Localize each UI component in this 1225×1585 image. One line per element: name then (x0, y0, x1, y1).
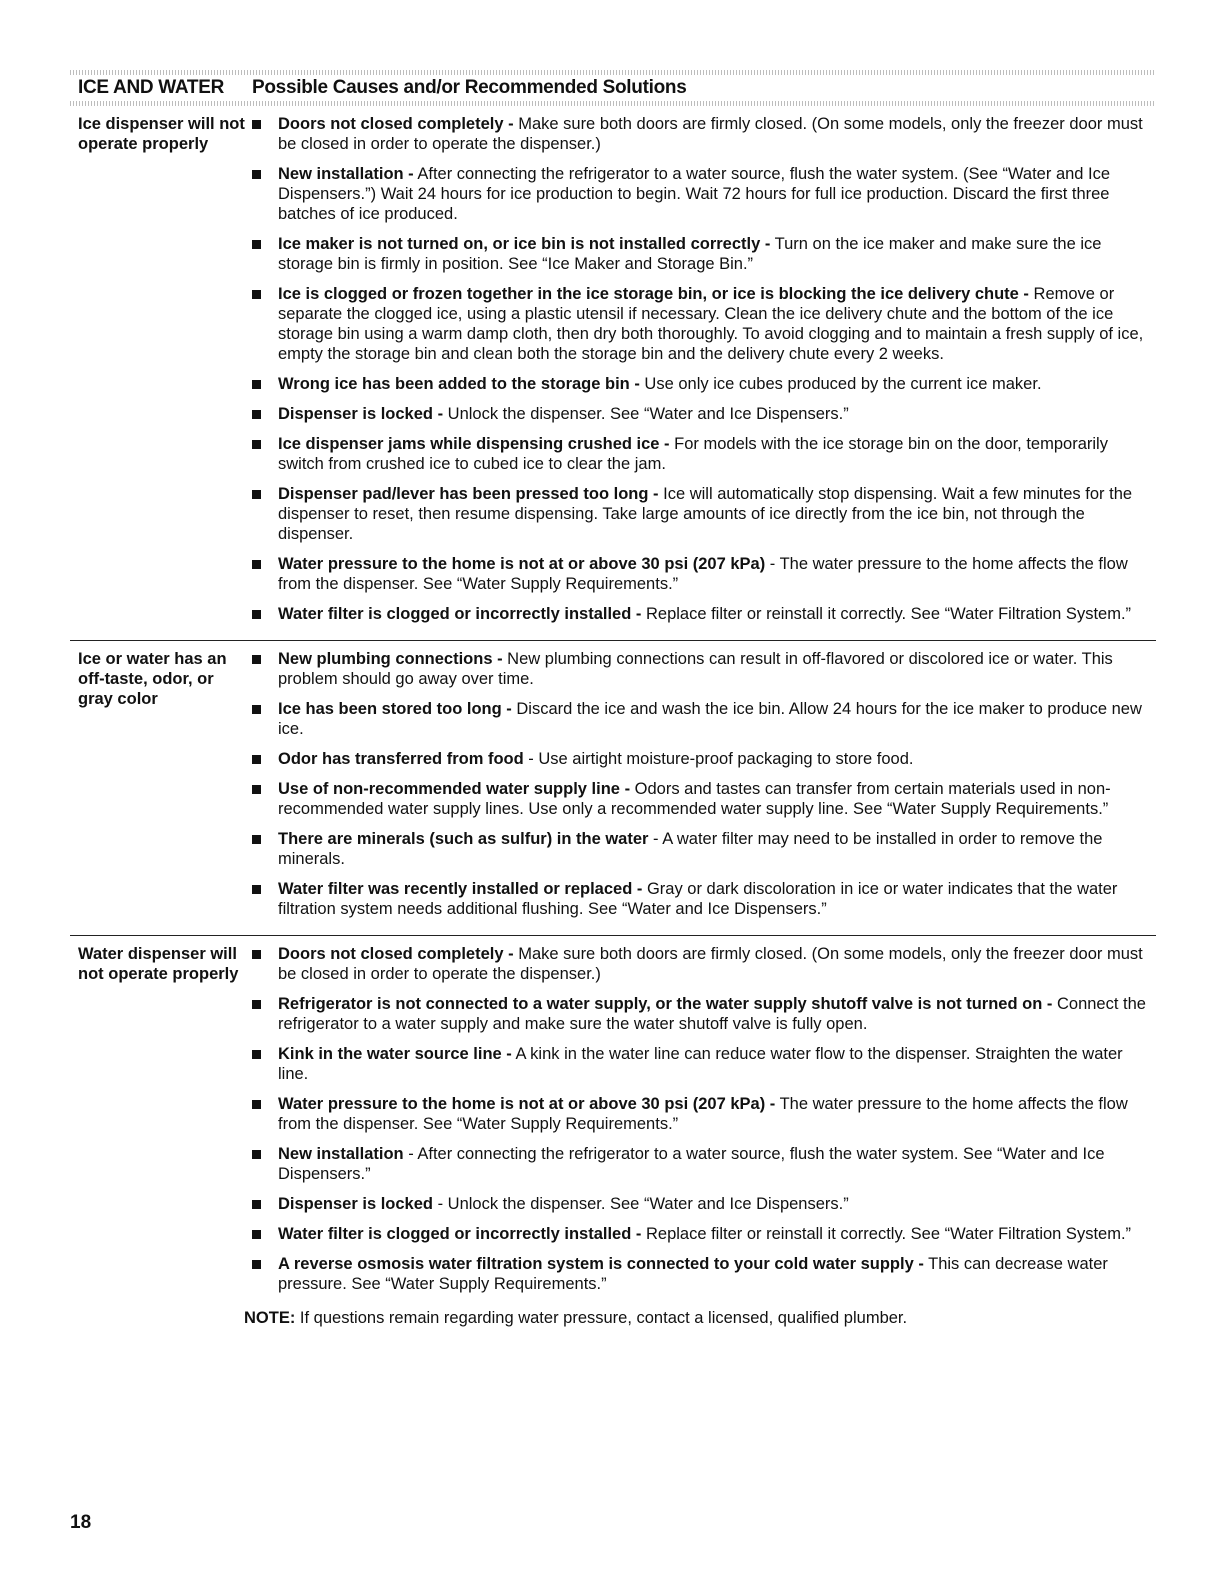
cause-item (246, 749, 1156, 769)
cause-text (278, 944, 1156, 984)
cause-item (246, 554, 1156, 594)
cause-item (246, 879, 1156, 919)
cause-solution: Replace filter or reinstall it correctly. See “Water Filtration System.” (641, 1225, 1132, 1243)
cause-item (246, 164, 1156, 224)
square-bullet-icon (246, 879, 278, 919)
problem-section (70, 936, 1156, 1310)
cause-solution: Gray or dark discoloration in ice or water indicates that the water filtration system needs additional flushing. See “Water and Ice Dispensers.” (278, 880, 1118, 918)
cause-title: Doors not closed completely - (278, 945, 514, 963)
cause-item (246, 1044, 1156, 1084)
cause-text (278, 829, 1156, 869)
cause-item (246, 1094, 1156, 1134)
square-bullet-icon (246, 944, 278, 984)
cause-text (278, 1144, 1156, 1184)
cause-item (246, 1224, 1156, 1244)
cause-text (278, 404, 1156, 424)
causes-list (246, 944, 1156, 1304)
note-label: NOTE: (244, 1309, 296, 1327)
note (244, 1308, 1156, 1328)
problem-label: Water dispenser will not operate properly (78, 945, 239, 983)
cause-title: Refrigerator is not connected to a water supply, or the water supply shutoff valve is not turned on - (278, 995, 1053, 1013)
cause-title: Ice is clogged or frozen together in the ice storage bin, or ice is blocking the ice delivery chute - (278, 285, 1029, 303)
note-text: If questions remain regarding water pressure, contact a licensed, qualified plumber. (295, 1309, 908, 1327)
cause-item (246, 944, 1156, 984)
square-bullet-icon (246, 1144, 278, 1184)
header-problem: ICE AND WATER (78, 77, 224, 98)
cause-text (278, 434, 1156, 474)
troubleshooting-page (70, 70, 1156, 1328)
cause-text (278, 284, 1156, 364)
square-bullet-icon (246, 604, 278, 624)
cause-text (278, 1224, 1156, 1244)
cause-item (246, 234, 1156, 274)
table-header (70, 70, 1156, 106)
problem-label: Ice dispenser will not operate properly (78, 115, 245, 153)
cause-title: Kink in the water source line - (278, 1045, 512, 1063)
cause-solution: A kink in the water line can reduce water flow to the dispenser. Straighten the water line. (278, 1045, 1123, 1083)
cause-title: Use of non-recommended water supply line - (278, 780, 631, 798)
cause-title: Water pressure to the home is not at or above 30 psi (207 kPa) (278, 555, 766, 573)
causes-list (246, 649, 1156, 929)
cause-item (246, 699, 1156, 739)
square-bullet-icon (246, 779, 278, 819)
cause-solution: Turn on the ice maker and make sure the ice storage bin is firmly in position. See “Ice Maker and Storage Bin.” (278, 235, 1102, 273)
cause-text (278, 1044, 1156, 1084)
cause-title: There are minerals (such as sulfur) in the water (278, 830, 649, 848)
square-bullet-icon (246, 1194, 278, 1214)
cause-title: A reverse osmosis water filtration system is connected to your cold water supply - (278, 1255, 924, 1273)
problem-label: Ice or water has an off-taste, odor, or gray color (78, 650, 227, 708)
cause-item (246, 404, 1156, 424)
cause-solution: After connecting the refrigerator to a water source, flush the water system. (See “Water and Ice Dispensers.”) Wait 24 hours for ice production to begin. Wait 72 hours for full ice production. Discard the first three batches of ice produced. (278, 165, 1111, 223)
causes-list (246, 114, 1156, 634)
square-bullet-icon (246, 554, 278, 594)
cause-title: Wrong ice has been added to the storage bin - (278, 375, 640, 393)
cause-solution: New plumbing connections can result in off-flavored or discolored ice or water. This problem should go away over time. (278, 650, 1113, 688)
cause-solution: Make sure both doors are firmly closed. (On some models, only the freezer door must be closed in order to operate the dispenser.) (278, 115, 1143, 153)
cause-solution: Replace filter or reinstall it correctly. See “Water Filtration System.” (641, 605, 1132, 623)
troubleshooting-table (70, 106, 1156, 1310)
cause-title: Water filter is clogged or incorrectly installed - (278, 1225, 642, 1243)
cause-text (278, 779, 1156, 819)
cause-solution: - After connecting the refrigerator to a water source, flush the water system. See “Water and Ice Dispensers.” (278, 1145, 1105, 1183)
cause-title: New installation - (278, 165, 414, 183)
cause-title: Dispenser pad/lever has been pressed too long - (278, 485, 659, 503)
cause-item (246, 374, 1156, 394)
cause-text (278, 484, 1156, 544)
cause-text (278, 164, 1156, 224)
cause-solution: Discard the ice and wash the ice bin. Allow 24 hours for the ice maker to produce new ice. (278, 700, 1142, 738)
square-bullet-icon (246, 649, 278, 689)
square-bullet-icon (246, 284, 278, 364)
header-rule (70, 101, 1156, 106)
cause-item (246, 484, 1156, 544)
square-bullet-icon (246, 164, 278, 224)
cause-text (278, 1194, 1156, 1214)
square-bullet-icon (246, 114, 278, 154)
page-number: 18 (70, 1512, 92, 1533)
cause-title: Water filter was recently installed or replaced - (278, 880, 643, 898)
square-bullet-icon (246, 434, 278, 474)
square-bullet-icon (246, 829, 278, 869)
cause-solution: - Unlock the dispenser. See “Water and Ice Dispensers.” (433, 1195, 849, 1213)
cause-item (246, 284, 1156, 364)
square-bullet-icon (246, 374, 278, 394)
cause-text (278, 234, 1156, 274)
cause-text (278, 1254, 1156, 1294)
cause-solution: This can decrease water pressure. See “Water Supply Requirements.” (278, 1255, 1108, 1293)
cause-solution: - A water filter may need to be installed in order to remove the minerals. (278, 830, 1103, 868)
cause-solution: Use only ice cubes produced by the current ice maker. (639, 375, 1042, 393)
cause-title: Ice has been stored too long - (278, 700, 512, 718)
cause-text (278, 1094, 1156, 1134)
square-bullet-icon (246, 1254, 278, 1294)
cause-text (278, 554, 1156, 594)
cause-text (278, 879, 1156, 919)
cause-item (246, 1144, 1156, 1184)
cause-solution: Odors and tastes can transfer from certain materials used in non-recommended water supply lines. Use only a recommended water supply line. See “Water Supply Requirements.” (278, 780, 1111, 818)
cause-item (246, 1194, 1156, 1214)
cause-title: Water pressure to the home is not at or above 30 psi (207 kPa) - (278, 1095, 776, 1113)
square-bullet-icon (246, 404, 278, 424)
problem-section (70, 641, 1156, 936)
header-solutions: Possible Causes and/or Recommended Solutions (252, 77, 687, 98)
cause-solution: Remove or separate the clogged ice, using a plastic utensil if necessary. Clean the ice delivery chute and the bottom of the ice storage bin using a warm damp cloth, then dry both thoroughly. To avoid clogging and to maintain a fresh supply of ice, empty the storage bin and clean both the storage bin and the delivery chute every 2 weeks. (278, 285, 1144, 363)
cause-item (246, 779, 1156, 819)
cause-solution: Make sure both doors are firmly closed. (On some models, only the freezer door must be closed in order to operate the dispenser.) (278, 945, 1143, 983)
cause-title: Dispenser is locked (278, 1195, 433, 1213)
cause-text (278, 114, 1156, 154)
square-bullet-icon (246, 699, 278, 739)
cause-item (246, 994, 1156, 1034)
square-bullet-icon (246, 994, 278, 1034)
cause-solution: Connect the refrigerator to a water supply and make sure the water shutoff valve is fully open. (278, 995, 1146, 1033)
square-bullet-icon (246, 749, 278, 769)
cause-title: Ice maker is not turned on, or ice bin is not installed correctly - (278, 235, 771, 253)
cause-text (278, 649, 1156, 689)
square-bullet-icon (246, 1044, 278, 1084)
cause-text (278, 994, 1156, 1034)
square-bullet-icon (246, 1224, 278, 1244)
cause-title: Doors not closed completely - (278, 115, 514, 133)
cause-item (246, 1254, 1156, 1294)
cause-title: Ice dispenser jams while dispensing crushed ice - (278, 435, 670, 453)
cause-text (278, 374, 1156, 394)
cause-title: Dispenser is locked - (278, 405, 444, 423)
square-bullet-icon (246, 484, 278, 544)
cause-item (246, 649, 1156, 689)
cause-title: New plumbing connections - (278, 650, 503, 668)
cause-solution: Ice will automatically stop dispensing. Wait a few minutes for the dispenser to reset, then resume dispensing. Take large amounts of ice directly from the ice bin, not through the dispenser. (278, 485, 1133, 543)
square-bullet-icon (246, 234, 278, 274)
cause-item (246, 114, 1156, 154)
cause-item (246, 829, 1156, 869)
cause-solution: - Use airtight moisture-proof packaging to store food. (523, 750, 914, 768)
cause-text (278, 749, 1156, 769)
cause-solution: Unlock the dispenser. See “Water and Ice Dispensers.” (443, 405, 849, 423)
cause-title: New installation (278, 1145, 404, 1163)
cause-title: Odor has transferred from food (278, 750, 524, 768)
square-bullet-icon (246, 1094, 278, 1134)
cause-solution: - The water pressure to the home affects the flow from the dispenser. See “Water Supply Requirements.” (278, 555, 1128, 593)
problem-section (70, 106, 1156, 641)
cause-item (246, 604, 1156, 624)
cause-solution: For models with the ice storage bin on the door, temporarily switch from crushed ice to cubed ice to clear the jam. (278, 435, 1108, 473)
cause-text (278, 604, 1156, 624)
cause-title: Water filter is clogged or incorrectly installed - (278, 605, 642, 623)
cause-solution: The water pressure to the home affects the flow from the dispenser. See “Water Supply Requirements.” (278, 1095, 1128, 1133)
cause-text (278, 699, 1156, 739)
cause-item (246, 434, 1156, 474)
